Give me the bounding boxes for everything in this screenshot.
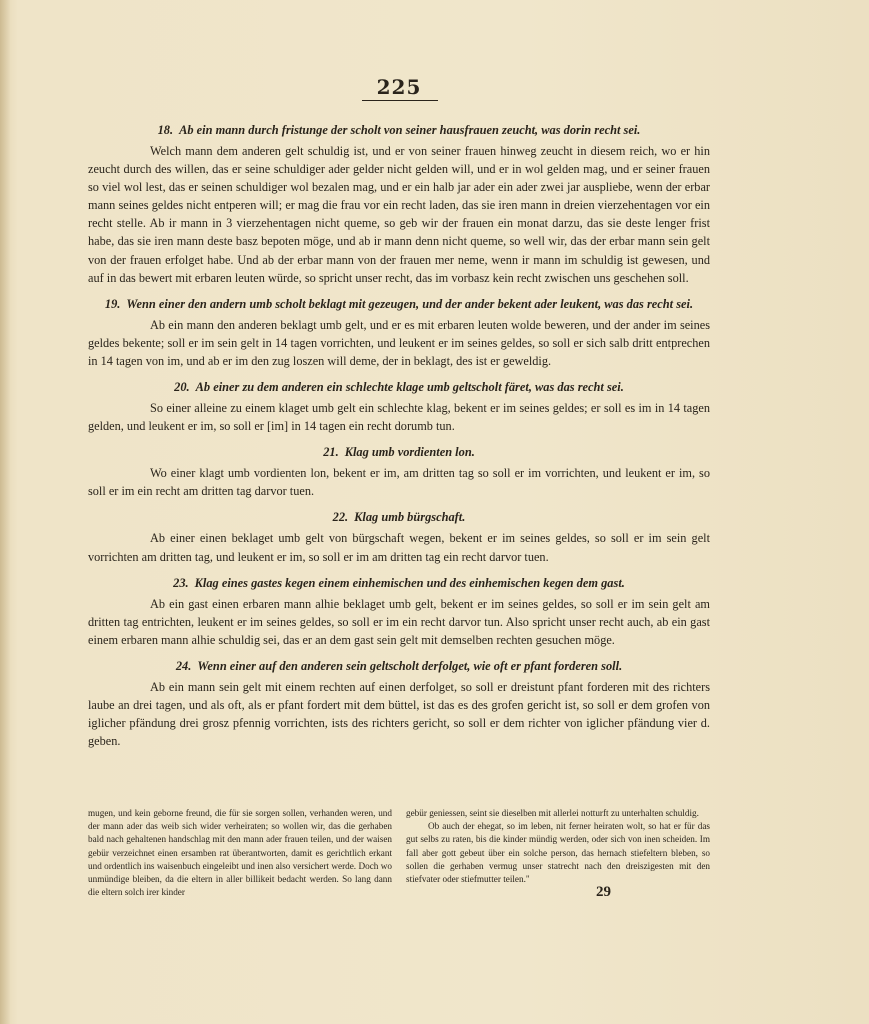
section-19 xyxy=(88,296,710,370)
signature-mark: 29 xyxy=(596,884,611,900)
section-number: 24. xyxy=(175,658,192,673)
section-number: 23. xyxy=(173,575,189,590)
footnote-text: gebür geniessen, seint sie dieselben mit allerlei notturft zu unterhalten schuldig. xyxy=(406,808,699,818)
section-24 xyxy=(88,658,710,750)
section-number: 22. xyxy=(332,510,349,525)
section-number: 21. xyxy=(323,445,339,460)
section-title: Ab ein mann durch fristunge der scholt von seiner hausfrauen zeucht, was dorin recht sei. xyxy=(179,123,641,137)
page-gutter xyxy=(0,0,10,1024)
footnote-column-right xyxy=(406,807,710,899)
section-text: Welch mann dem anderen gelt schuldig ist, und er von seiner frauen hinweg zeucht in diesem reich, wo er hin zeucht durch des willen, das er seine schuldiger ader gelder nicht gelden will, und er in wol gelden mag, und er seiner frauen so viel wol lest, das er seinen schuldiger wol bezalen mag, und er ein halb jar ader ein ader zwei jar auspliebe, wenn der erbar mann seines geldes nicht entperen will; er mag die frau vor ein recht laden, das sie iren mann in dreien vierzehentagen vor ein recht stelle. Ab ir mann in 3 vierzehentagen nicht queme, so geb wir der frauen ein monat darzu, das sie deste lenger frist habe, das sie iren mann deste basz bepoten möge, und ab ir mann denn nicht queme, so well wir, das der erbar mann sein gelt von der frauen erfolget habe. Und ab der erbar mann von der frauen mer neme, wenn ir mann im schuldig ist gewesen, und auf in das bewert mit erbaren leuten würde, so spricht unser recht, das im vorbasz kein recht zwischen uns geschehen soll. xyxy=(88,144,710,285)
section-number: 20. xyxy=(174,380,190,395)
section-title: Klag eines gastes kegen einem einhemischen und des einhemischen kegen dem gast. xyxy=(194,575,625,590)
section-number: 18. xyxy=(157,123,174,137)
section-title: Wenn einer den andern umb scholt beklagt mit gezeugen, und der ander bekent ader leukent, was das recht sei. xyxy=(126,296,694,311)
section-heading xyxy=(88,575,710,592)
section-title: Wenn einer auf den anderen sein geltscholt derfolget, wie oft er pfant forderen soll. xyxy=(197,658,623,673)
section-text: Ab ein mann den anderen beklagt umb gelt, und er es mit erbaren leuten wolde beweren, und der ander im seines geldes bekente; soll er im sein gelt in 14 tagen vorrichten, und leukent er im seines geldes, so soll er sich salb dritt entprechen in 14 tagen von im, und ab er im den zug loszen will deme, der in beklagt, des ist er geweldig. xyxy=(88,317,710,368)
section-heading xyxy=(88,658,710,675)
section-heading xyxy=(88,122,710,139)
section-20 xyxy=(88,379,710,435)
section-heading xyxy=(88,444,710,461)
section-21 xyxy=(88,444,710,500)
section-text: Wo einer klagt umb vordienten lon, bekent er im, am dritten tag so soll er im vorrichten, und leukent er im, so soll er im ein recht am dritten tag darvor tuen. xyxy=(88,466,710,499)
section-text: Ab ein mann sein gelt mit einem rechten auf einen derfolget, so soll er dreistunt pfant forderen mit des richters laube an drei tagen, und als oft, als er pfant fordert mit dem büttel, ist das es des grofen gericht ist, so soll er dem grofen von iglicher pfändung drei grosz pfennig vorrichten, ists des richters gericht, so soll er dem richter von iglicher pfändung vier d. geben. xyxy=(88,679,710,749)
main-text xyxy=(88,122,710,759)
section-23 xyxy=(88,575,710,649)
section-text: So einer alleine zu einem klaget umb gelt ein schlechte klag, bekent er im seines geldes; er soll es im in 14 tagen gelden, und leukent er im, so soll er [im] in 14 tagen ein recht dorumb tun. xyxy=(88,401,710,434)
section-title: Klag umb vordienten lon. xyxy=(344,445,475,460)
footnotes xyxy=(88,807,710,899)
section-heading xyxy=(88,379,710,396)
footnote-column-left xyxy=(88,807,392,899)
section-22 xyxy=(88,509,710,565)
section-text: Ab einer einen beklaget umb gelt von bürgschaft wegen, bekent er im seines geldes, so soll er im sein gelt vorrichten am dritten tag, und leukent er im, so soll er im am dritten tag ein recht darvor tuen. xyxy=(88,531,710,564)
page-number: 225 xyxy=(376,75,422,99)
section-heading xyxy=(88,296,710,313)
page-number-rule xyxy=(362,100,438,101)
section-title: Ab einer zu dem anderen ein schlechte klage umb geltscholt färet, was das recht sei. xyxy=(195,380,624,395)
section-number: 19. xyxy=(104,296,121,311)
footnote-text: Ob auch der ehegat, so im leben, nit ferner heiraten wolt, so hat er für das gut selbs zu raten, bis die kinder mündig werden, oder sich von inen scheiden. Im fall aber gott gebeut über ein solche person, das hernach stiefeltern bleben, so sollen die gerhaben vermug unser statrecht nach den dreiszigesten mit den stiefvater oder stiefmutter teilen." xyxy=(406,821,710,885)
section-text: Ab ein gast einen erbaren mann alhie beklaget umb gelt, bekent er im seines geldes, so soll er im sein gelt am dritten tag entrichten, leukent er im seines geldes, so soll er im ein recht darvor tun. Also spricht unser recht auch, ab ein gast einem erbaren mann alhie schuldig sei, das er an dem gast sein gelt mit demselben rechten gesuchen möge. xyxy=(88,596,710,647)
section-title: Klag umb bürgschaft. xyxy=(354,510,466,525)
footnote-text: mugen, und kein geborne freund, die für sie sorgen sollen, verhanden weren, und der mann ader das weib sich wider verheiraten; so wollen wir, das die gerhaben bald nach gehaltenen handschlag mit den mann ader frauen teilen, und der waisen gebür verzeichnet einen ersamben rat überantworten, damit es gerichtlich erkant und ordentlich ins waisenbuch eingeleibt und inen also versichert werde. Doch wo unmündige bleiben, da die eltern in aller billikeit bedacht werden. So lang dann die eltern solch irer kinder xyxy=(88,808,392,898)
section-heading xyxy=(88,509,710,526)
section-18 xyxy=(88,122,710,287)
